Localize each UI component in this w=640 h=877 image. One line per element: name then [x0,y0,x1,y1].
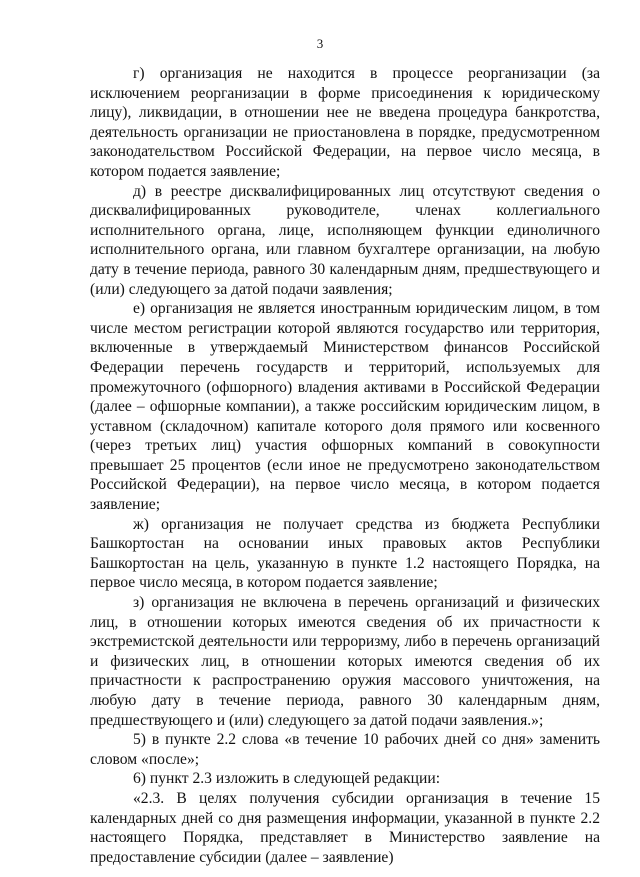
paragraph-item-z: з) организация не включена в перечень организаций и физических лиц, в отношении которых имеются сведения об их причастности к экстремистской деятельности или терроризму, либо в перечень организаций и физических лиц, в отношении которых имеются сведения об их причастности к распространению оружия массового уничтожения, на любую дату в течение периода, равного 30 календарным дням, предшествующего и (или) следующего за датой подачи заявления.»; [90,594,600,729]
paragraph-item-g: г) организация не находится в процессе реорганизации (за исключением реорганизации в форме присоединения к юридическому лицу), ликвидации, в отношении нее не введена процедура банкротства, деятельность организации не приостановлена в порядке, предусмотренном законодательством Российской Федерации, на первое число месяца, в котором подается заявление; [90,65,600,180]
paragraph-clause-2-3: «2.3. В целях получения субсидии организация в течение 15 календарных дней со дня размещения информации, указанной в пункте 2.2 настоящего Порядка, представляет в Министерство заявление на предоставление субсидии (далее – заявление) [90,789,600,866]
document-body [90,64,600,867]
page-number: 3 [316,36,324,51]
paragraph-item-d: д) в реестре дисквалифицированных лиц отсутствуют сведения о дисквалифицированных руководителе, членах коллегиального исполнительного органа, лице, исполняющем функции единоличного исполнительного органа, или главном бухгалтере организации, на любую дату в течение периода, равного 30 календарным дням, предшествующего и (или) следующего за датой подачи заявления; [90,182,600,298]
paragraph-amendment-5: 5) в пункте 2.2 слова «в течение 10 рабочих дней со дня» заменить словом «после»; [90,731,600,768]
paragraph-item-e: е) организация не является иностранным юридическим лицом, в том числе местом регистрации которой являются государство или территория, включенные в утверждаемый Министерством финансов Российской Федерации перечень государств и территорий, используемых для промежуточного (офшорного) владения активами в Российской Федерации (далее – офшорные компании), а также российским юридическим лицом, в уставном (складочном) капитале которого доля прямого или косвенного (через третьих лиц) участия офшорных компаний в совокупности превышает 25 процентов (если иное не предусмотрено законодательством Российской Федерации), на первое число месяца, в котором подается заявление; [90,300,600,514]
paragraph-amendment-6: 6) пункт 2.3 изложить в следующей редакции: [133,770,441,788]
paragraph-item-zh: ж) организация не получает средства из бюджета Республики Башкортостан на основании иных правовых актов Республики Башкортостан на цель, указанную в пункте 1.2 настоящего Порядка, на первое число месяца, в котором подается заявление; [90,515,600,592]
